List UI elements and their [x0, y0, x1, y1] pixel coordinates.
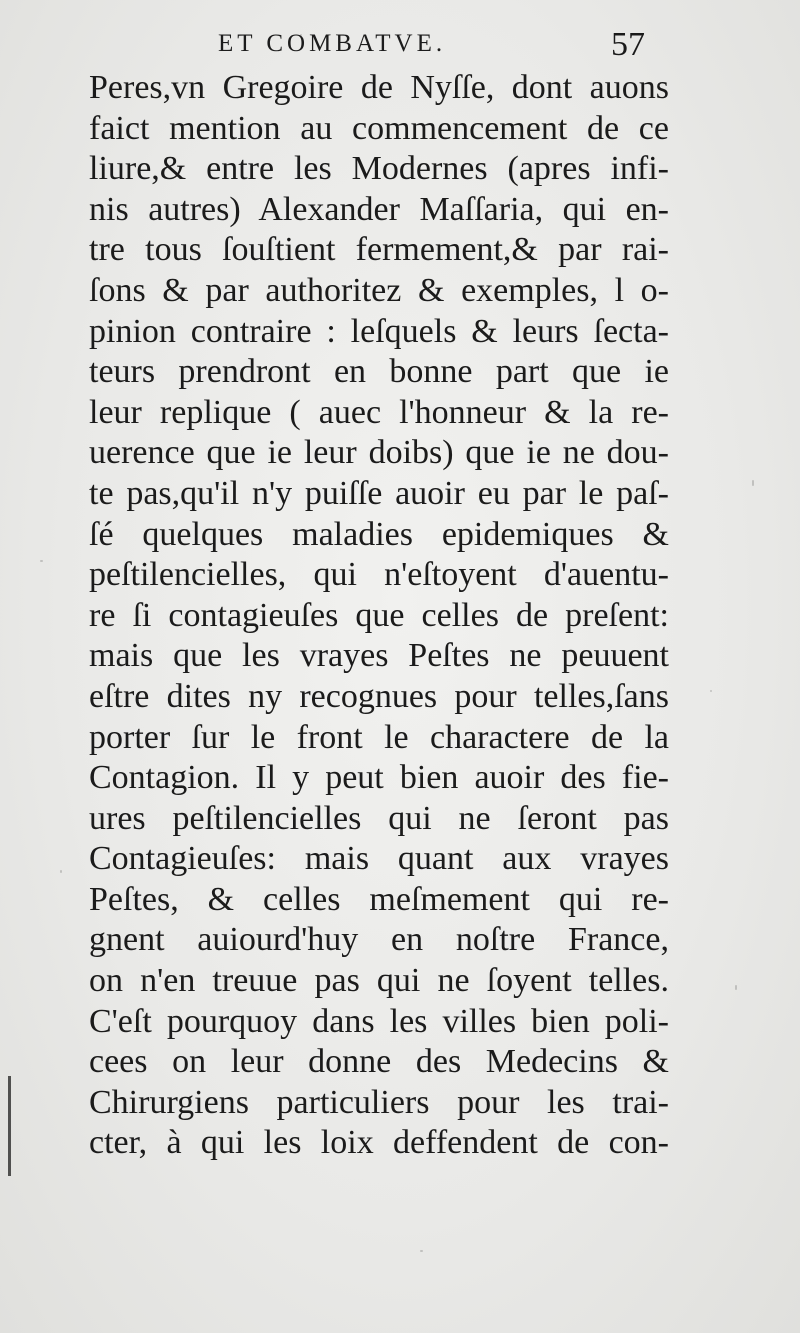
text-line: ſé quelques maladies epidemiques &: [89, 515, 669, 553]
paper-speck: [710, 690, 712, 692]
body-text: [89, 68, 669, 1164]
text-line: faict mention au commencement de ce: [89, 109, 669, 147]
text-line: teurs prendront en bonne part que ie: [89, 353, 669, 391]
paper-speck: [40, 560, 43, 562]
text-line: liure,& entre les Modernes (apres infi-: [89, 150, 669, 188]
paper-speck: [420, 1250, 423, 1252]
text-line: te pas,qu'il n'y puiſſe auoir eu par le paſ-: [89, 474, 669, 512]
text-line: Contagion. Il y peut bien auoir des fie-: [89, 759, 669, 797]
binding-edge-mark: [8, 1076, 11, 1176]
text-line: cees on leur donne des Medecins &: [89, 1043, 669, 1081]
text-line: on n'en treuue pas qui ne ſoyent telles.: [89, 962, 669, 1000]
text-line: nis autres) Alexander Maſſaria, qui en-: [89, 190, 669, 228]
text-line: leur replique ( auec l'honneur & la re-: [89, 393, 669, 431]
text-line: ures peſtilencielles qui ne ſeront pas: [89, 799, 669, 837]
text-line: pinion contraire : leſquels & leurs ſecta-: [89, 312, 669, 350]
text-line: Peſtes, & celles meſmement qui re-: [89, 880, 669, 918]
text-line: tre tous ſouſtient fermement,& par rai-: [89, 231, 669, 269]
page-number: 57: [611, 26, 645, 63]
text-line: gnent auiourd'huy en noſtre France,: [89, 921, 669, 959]
text-line: C'eſt pourquoy dans les villes bien poli-: [89, 1002, 669, 1040]
running-head: ET COMBATVE.: [218, 30, 447, 57]
text-line: Contagieuſes: mais quant aux vrayes: [89, 840, 669, 878]
text-line: ſons & par authoritez & exemples, l o-: [89, 271, 669, 309]
text-line: cter, à qui les loix deffendent de con-: [89, 1124, 669, 1162]
text-line: Chirurgiens particuliers pour les trai-: [89, 1083, 669, 1121]
paper-speck: [752, 480, 754, 486]
paper-speck: [735, 985, 737, 990]
text-line: porter ſur le front le charactere de la: [89, 718, 669, 756]
text-line: Peres,vn Gregoire de Nyſſe, dont auons: [89, 69, 669, 106]
text-line: eſtre dites ny recognues pour telles,ſans: [89, 677, 669, 715]
paper-speck: [60, 870, 62, 873]
text-line: mais que les vrayes Peſtes ne peuuent: [89, 637, 669, 675]
page-header: [0, 22, 800, 72]
text-line: re ſi contagieuſes que celles de preſent:: [89, 596, 669, 634]
text-line: uerence que ie leur doibs) que ie ne dou-: [89, 434, 669, 472]
text-line: peſtilencielles, qui n'eſtoyent d'auentu-: [89, 556, 669, 594]
